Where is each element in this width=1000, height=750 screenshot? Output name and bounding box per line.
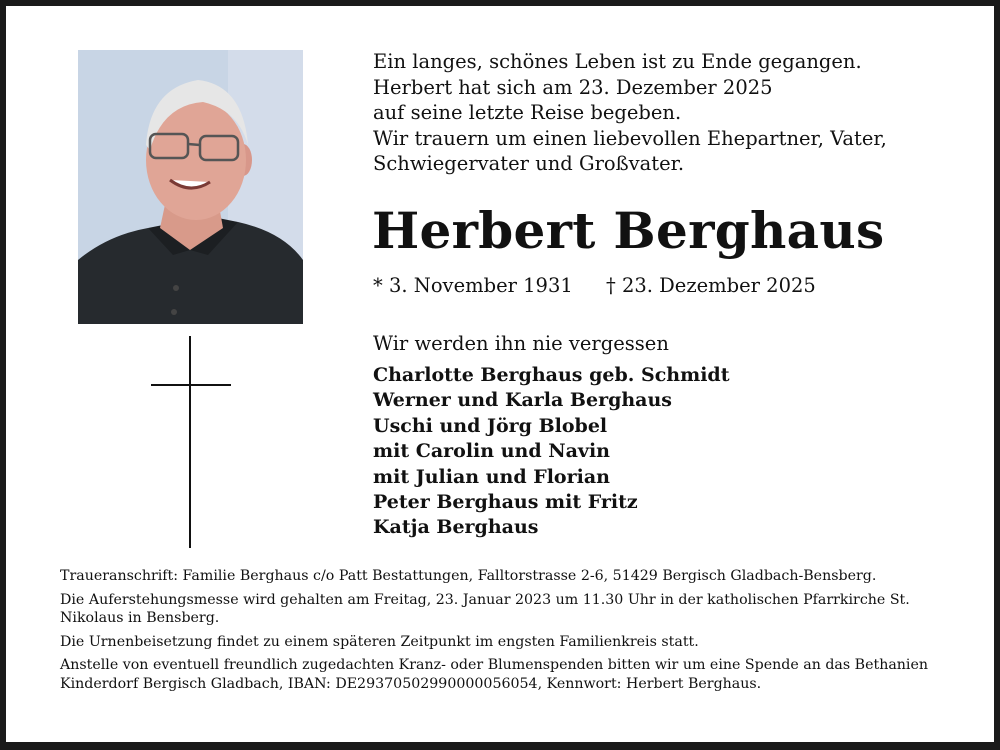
cross-icon [151,336,231,548]
mourner: Charlotte Berghaus geb. Schmidt [373,364,730,386]
obituary-notice [6,6,994,742]
donation-info: Anstelle von eventuell freundlich zugedachten Kranz- oder Blumenspenden bitten wir um eine Spende an das Bethanien Kinderdorf Bergisch Gladbach, IBAN: DE29370502990000056054, Kennwort: Herbert Berghaus. [60,657,929,692]
notes-section [60,567,960,698]
mourning-address: Traueranschrift: Familie Berghaus c/o Patt Bestattungen, Falltorstrasse 2-6, 51429 Bergisch Gladbach-Bensberg. [60,568,877,584]
intro-line: Herbert hat sich am 23. Dezember 2025 [373,75,773,99]
intro-line: Wir trauern um einen liebevollen Ehepartner, Vater, [373,126,887,150]
deceased-name: Herbert Berghaus [372,201,885,260]
mourner: Werner und Karla Berghaus [373,389,672,412]
mourner: mit Julian und Florian [373,465,610,488]
mourner: Uschi und Jörg Blobel [373,414,608,437]
intro-line: Ein langes, schönes Leben ist zu Ende gegangen. [373,50,862,73]
mourners-list [373,363,729,541]
mourner: Katja Berghaus [373,516,539,539]
mass-info: Die Auferstehungsmesse wird gehalten am Freitag, 23. Januar 2023 um 11.30 Uhr in der katholischen Pfarrkirche St. Nikolaus in Bensberg. [60,591,910,626]
death-date: † 23. Dezember 2025 [606,274,816,297]
mourner: mit Carolin und Navin [373,440,610,463]
life-dates [373,273,973,299]
intro-line: Schwiegervater und Großvater. [373,152,685,175]
burial-info: Die Urnenbeisetzung findet zu einem späteren Zeitpunkt im engsten Familienkreis statt. [60,633,699,650]
memory-line: Wir werden ihn nie vergessen [373,332,669,355]
intro-line: auf seine letzte Reise begeben. [373,101,682,124]
intro-text [373,49,973,177]
mourner: Peter Berghaus mit Fritz [373,491,638,514]
birth-date: * 3. November 1931 [373,274,573,297]
portrait-photo [78,50,303,324]
